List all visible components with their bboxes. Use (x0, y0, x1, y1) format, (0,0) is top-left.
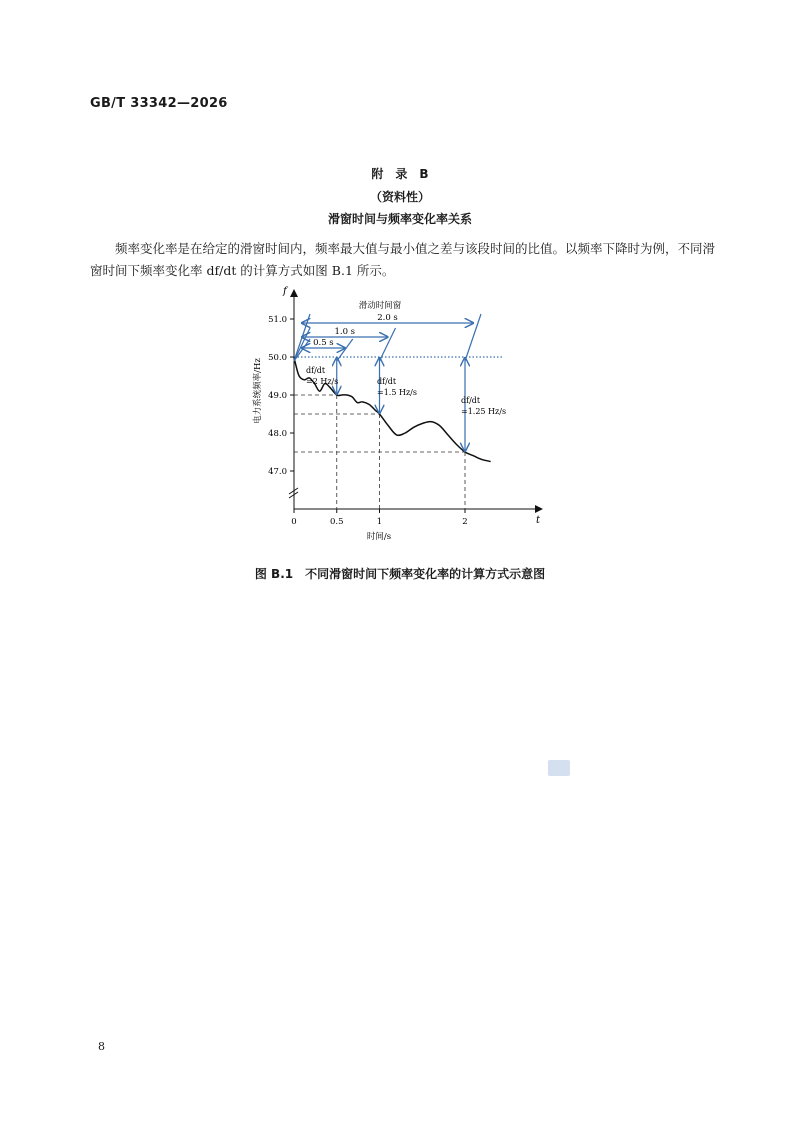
y-tick-label: 51.0 (268, 315, 287, 325)
figure-caption: 图 B.1 不同滑窗时间下频率变化率的计算方式示意图 (254, 567, 546, 581)
windows-title: 滑动时间窗 (358, 301, 402, 311)
window-right-edge-2 (465, 314, 481, 361)
appendix-title: 滑窗时间与频率变化率关系 (327, 212, 472, 226)
rate-value-2: =1.25 Hz/s (461, 407, 507, 416)
x-tick-label: 2 (462, 517, 468, 527)
rate-value-0: =2 Hz/s (306, 377, 339, 386)
x-tick-label: 1 (376, 517, 383, 527)
rate-value-1: =1.5 Hz/s (377, 388, 417, 397)
y-tick-label: 49.0 (268, 391, 287, 401)
watermark-logo (548, 760, 570, 776)
y-axis-symbol: f (283, 286, 287, 297)
window-span-label-2: 2.0 s (377, 313, 398, 323)
y-tick-label: 47.0 (268, 467, 287, 477)
x-tick-label: 0 (291, 517, 297, 527)
y-tick-label: 48.0 (268, 429, 287, 439)
window-right-edge-1 (380, 328, 396, 361)
rate-symbol-2: df/dt (461, 396, 481, 405)
window-right-edge-0 (337, 339, 353, 361)
window-left-edge-0 (294, 339, 310, 361)
appendix-label: 附 录 B (371, 167, 429, 181)
window-left-edge-1 (294, 328, 310, 361)
appendix-nature: （资料性） (369, 190, 430, 204)
y-tick-label: 50.0 (268, 353, 287, 363)
window-span-label-0: 0.5 s (313, 338, 334, 348)
y-axis-label: 电力系统频率/Hz (253, 358, 263, 424)
x-axis-symbol: t (536, 515, 541, 526)
figure-b1 (240, 282, 560, 556)
x-axis-label: 时间/s (366, 532, 392, 542)
rate-symbol-0: df/dt (306, 366, 326, 375)
page-number: 8 (98, 1040, 105, 1053)
window-span-label-1: 1.0 s (334, 327, 356, 337)
rate-symbol-1: df/dt (377, 377, 397, 386)
x-tick-label: 0.5 (329, 517, 344, 527)
body-paragraph: 频率变化率是在给定的滑窗时间内，频率最大值与最小值之差与该段时间的比值。以频率下降时为例，不同滑窗时间下频率变化率 df/dt 的计算方式如图 B.1 所示。 (90, 241, 716, 278)
frequency-chart (240, 282, 560, 552)
standard-code: GB/T 33342—2026 (90, 96, 228, 111)
